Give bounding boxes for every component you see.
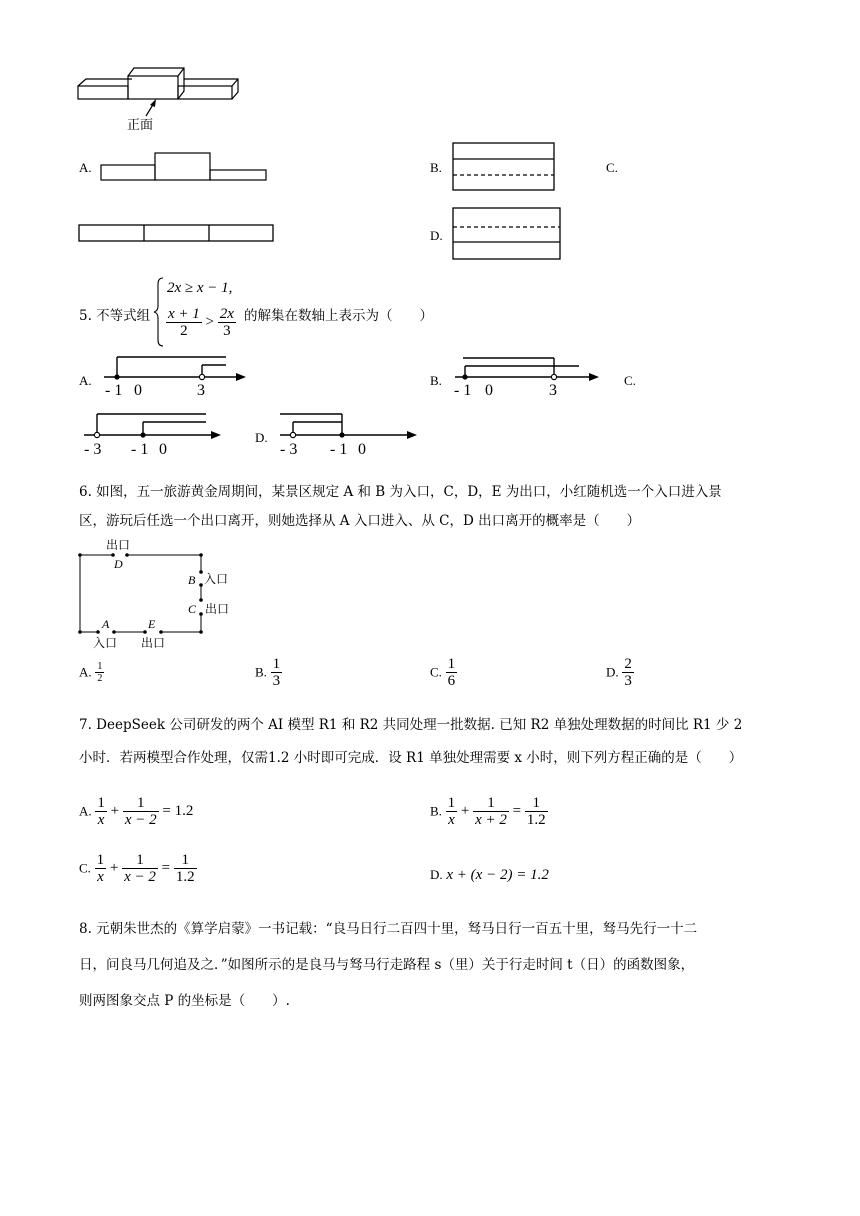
q7-c-plus: + [109, 859, 119, 876]
q7-b-eq: = [512, 802, 522, 819]
q5-option-d-label[interactable]: D. [255, 430, 268, 445]
q7-a-d1: x [97, 812, 105, 828]
q6-d-den: 3 [624, 673, 632, 689]
map-a-label: A [102, 617, 110, 631]
q7-option-c[interactable] [79, 852, 197, 885]
q7-b-label: B. [430, 803, 442, 819]
q6-text-line2: 区，游玩后任选一个出口离开，则她选择从 A 入口进入、从 C，D 出口离开的概率是（ ） [79, 513, 641, 529]
map-c-label: C [188, 602, 197, 616]
q5-option-b-label[interactable]: B. [430, 373, 442, 388]
q5-d-tick-m3: - 3 [280, 441, 298, 458]
q6-option-c-label: C. [430, 664, 442, 680]
q7-c-label: C. [79, 860, 91, 876]
q7-b-n2: 1 [473, 795, 509, 812]
q7-b-d2: x + 2 [475, 812, 507, 828]
q4-solid-figure [74, 66, 249, 136]
q7-option-b[interactable] [430, 795, 548, 828]
q5-option-a-numberline [100, 352, 250, 398]
map-d-exit: 出口 [106, 538, 131, 552]
q7-c-d1: x [97, 869, 104, 885]
q4-option-d-label[interactable]: D. [430, 228, 443, 243]
q6-b-den: 3 [272, 673, 281, 689]
q6-b-num: 1 [272, 656, 281, 672]
q5-a-tick-3: 3 [197, 382, 205, 398]
q4-option-a-label[interactable]: A. [79, 160, 92, 175]
q5-option-d-numberline [276, 409, 422, 459]
q6-option-b-label: B. [255, 664, 267, 680]
q5-b-tick-m1: - 1 [454, 382, 472, 399]
q5-c-tick-m3: - 3 [84, 441, 102, 458]
q7-b-d3: 1.2 [526, 812, 546, 828]
q7-a-rhs: 1.2 [174, 802, 194, 819]
q7-b-n1: 1 [447, 795, 456, 811]
q7-a-d2: x − 2 [124, 812, 157, 828]
q7-c-d2: x − 2 [124, 869, 156, 885]
q8-text-line3: 则两图象交点 P 的坐标是（ ）. [79, 993, 290, 1009]
q5-a-tick-m1: - 1 [105, 382, 123, 398]
q7-c-n2: 1 [122, 852, 158, 869]
q8-text-line1: 8. 元朝朱世杰的《算学启蒙》一书记载：“良马日行二百四十里，驽马日行一百五十里，驽马先行一十二 [79, 921, 698, 937]
q6-option-d[interactable] [606, 656, 634, 689]
map-b-label: B [188, 573, 196, 587]
map-e-exit: 出口 [141, 636, 166, 650]
q4-front-caption: 正面 [127, 118, 154, 133]
q6-option-c[interactable] [430, 656, 457, 689]
q7-b-d1: x [448, 812, 455, 828]
q5-a-tick-0: 0 [134, 382, 142, 398]
map-b-entry: 入口 [204, 572, 229, 586]
q6-a-den: 2 [97, 673, 103, 684]
q7-option-a[interactable] [79, 795, 193, 828]
q8-text-line2: 日，问良马几何追及之．”如图所示的是良马与驽马行走路程 s（里）关于行走时间 t（日）的函数图象， [79, 957, 695, 973]
q7-option-d[interactable] [430, 867, 549, 884]
q4-option-a-figure [99, 151, 271, 183]
q5-frac1-den: 2 [180, 323, 188, 339]
q6-option-b[interactable] [255, 656, 282, 689]
q5-c-tick-m1: - 1 [131, 441, 149, 458]
q5-d-tick-0: 0 [358, 441, 366, 458]
q5-brace [153, 276, 165, 348]
q5-frac2-num: 2x [219, 306, 234, 322]
q6-c-den: 6 [447, 673, 456, 689]
q6-a-num: 1 [97, 661, 103, 672]
map-a-entry: 入口 [93, 636, 118, 650]
q5-frac2-den: 3 [223, 323, 231, 339]
q6-option-d-label: D. [606, 664, 619, 680]
q5-question-tail: 的解集在数轴上表示为（ ） [244, 308, 433, 324]
q7-a-eq: = [162, 802, 171, 819]
q6-option-a-label: A. [79, 664, 92, 680]
q6-d-num: 2 [624, 656, 632, 672]
q7-b-n3: 1 [525, 795, 548, 812]
q6-c-num: 1 [447, 656, 456, 672]
q5-d-tick-m1: - 1 [330, 441, 348, 458]
q5-option-c-label[interactable]: C. [624, 373, 636, 388]
q5-option-a-label[interactable]: A. [79, 373, 92, 388]
q5-c-tick-0: 0 [159, 441, 167, 458]
q5-b-tick-0: 0 [485, 382, 493, 399]
q5-system-line1: 2x ≥ x − 1, [167, 280, 233, 296]
q7-c-n1: 1 [96, 852, 105, 868]
q7-d-label: D. [430, 867, 443, 882]
map-d-label: D [114, 557, 123, 571]
q7-text-line2: 小时．若两模型合作处理，仅需1.2 小时即可完成．设 R1 单独处理需要 x 小时，则下列方程正确的是（ ） [79, 750, 743, 766]
map-e-label: E [148, 617, 156, 631]
q7-c-eq: = [161, 859, 171, 876]
q4-option-d-figure [451, 206, 563, 262]
q4-option-b-figure [451, 141, 557, 193]
q5-gt: > [205, 313, 214, 330]
q5-option-c-numberline [80, 409, 226, 459]
q6-scenic-map [72, 535, 242, 655]
q5-number: 5. 不等式组 [79, 308, 151, 324]
q5-option-b-numberline [451, 353, 603, 399]
q7-a-n1: 1 [97, 795, 105, 811]
q5-b-tick-3: 3 [549, 382, 557, 399]
q5-frac1-num: x + 1 [168, 306, 200, 322]
q7-c-d3: 1.2 [175, 869, 195, 885]
map-c-exit: 出口 [205, 602, 230, 616]
q6-text-line1: 6. 如图，五一旅游黄金周期间，某景区规定 A 和 B 为入口，C，D，E 为出口，小红随机选一个入口进入景 [79, 484, 722, 500]
q7-text-line1: 7. DeepSeek 公司研发的两个 AI 模型 R1 和 R2 共同处理一批数据. 已知 R2 单独处理数据的时间比 R1 少 2 [79, 717, 743, 733]
q7-c-n3: 1 [174, 852, 197, 869]
q6-option-a[interactable] [79, 661, 104, 684]
q7-b-plus: + [460, 802, 470, 819]
q7-d-expr: x + (x − 2) = 1.2 [446, 867, 549, 883]
q7-a-n2: 1 [123, 795, 159, 812]
q4-option-c-label[interactable]: C. [606, 160, 618, 175]
q4-option-b-label[interactable]: B. [430, 160, 442, 175]
q7-a-plus: + [110, 802, 120, 819]
q7-a-label: A. [79, 803, 92, 819]
q4-option-c-figure [77, 223, 276, 243]
q5-system-line2 [166, 306, 236, 339]
